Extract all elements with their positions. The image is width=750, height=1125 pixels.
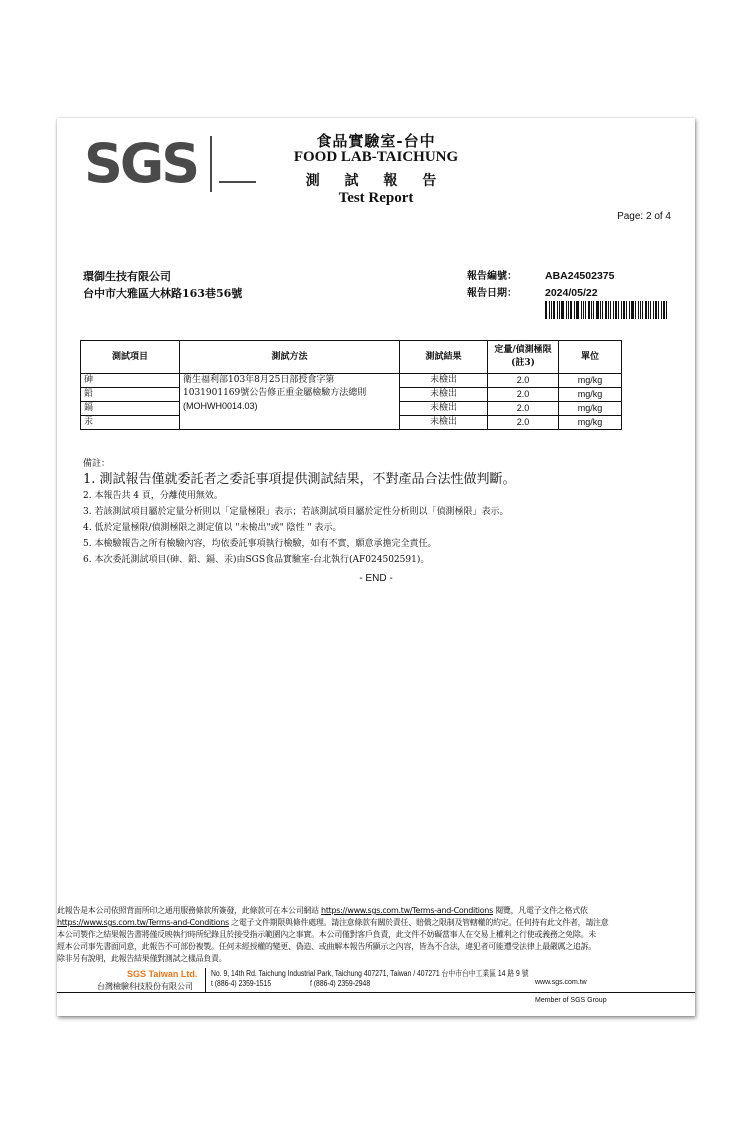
cell-limit: 2.0 [488,388,559,402]
terms-link[interactable]: https://www.sgs.com.tw/Terms-and-Conditions [57,918,229,927]
cell-unit: mg/kg [559,416,622,430]
barcode [545,301,669,319]
barcode-bar [629,301,630,319]
disclaimer-line: 除非另有說明，此報告結果僅對測試之樣品負責。 [57,954,227,963]
note-item: 5. 本檢驗報告之所有檢驗內容，均依委託事項執行檢驗，如有不實，願意承擔完全責任。 [83,539,437,549]
svg-text:SGS: SGS [84,132,198,194]
barcode-bar [568,301,569,319]
barcode-bar [602,301,603,319]
barcode-bar [650,301,651,319]
barcode-bar [559,301,560,319]
barcode-bar [610,301,611,319]
barcode-bar [561,301,564,319]
barcode-bar [545,301,547,319]
page-number: Page: 2 of 4 [617,211,671,222]
report-title-en: Test Report [338,190,414,206]
barcode-bar [574,301,575,319]
barcode-bar [653,301,654,319]
barcode-bar [600,301,601,319]
note-item: 4. 低於定量極限/偵測極限之測定值以 "未檢出"或" 陰性 " 表示。 [83,523,342,533]
cell-limit: 2.0 [488,402,559,416]
cell-result: 未檢出 [400,388,488,402]
cell-unit: mg/kg [559,374,622,388]
barcode-bar [661,301,662,319]
cell-result: 未檢出 [400,402,488,416]
lab-title-zh: 食品實驗室-台中 [316,132,436,150]
client-block [83,268,242,302]
report-sheet [57,118,695,1016]
barcode-bar [615,301,617,319]
barcode-bar [638,301,640,319]
barcode-bar [585,301,586,319]
notes-title: 備註： [83,459,111,469]
table-row [81,374,622,388]
barcode-bar [640,301,641,319]
barcode-bar [631,301,634,319]
client-address: 台中市大雅區大林路163巷56號 [83,287,243,300]
cell-item: 鎘 [81,402,180,416]
report-date-value: 2024/05/22 [545,287,598,299]
cell-unit: mg/kg [559,402,622,416]
barcode-bar [593,301,594,319]
report-title-zh: 測 試 報 告 [305,173,447,189]
footer-rule [57,992,695,993]
cell-unit: mg/kg [559,388,622,402]
cell-method [180,374,400,430]
method-line: 1031901169號公告修正重金屬檢驗方法總則 [183,388,367,398]
company-website[interactable]: www.sgs.com.tw [535,979,587,986]
barcode-bar [666,301,667,319]
method-line: 衛生福利部103年8月25日部授食字第 [183,375,335,385]
barcode-bar [635,301,636,319]
note-item: 2. 本報告共 4 頁，分離使用無效。 [83,491,223,501]
barcode-bar [621,301,622,319]
barcode-bar [605,301,607,319]
barcode-bar [626,301,627,319]
note-item: 3. 若該測試項目屬於定量分析則以「定量極限」表示；若該測試項目屬於定性分析則以「偵測極限」表示。 [83,507,509,517]
disclaimer [57,905,683,965]
company-name-zh: 台灣檢驗科技股份有限公司 [97,982,193,991]
barcode-bar [570,301,572,319]
cell-limit: 2.0 [488,416,559,430]
disclaimer-line: 經本公司事先書面同意，此報告不可部份複製。任何未經授權的變更、偽造、或曲解本報告所顯示之內容，皆為不合法，違犯者可能遭受法律上最嚴厲之追訴。 [57,942,596,951]
barcode-bar [588,301,590,319]
company-name-en: SGS Taiwan Ltd. [127,969,198,979]
lab-title-en: FOOD LAB-TAICHUNG [293,149,459,165]
barcode-bar [581,301,582,319]
cell-item: 鉛 [81,388,180,402]
report-date-label: 報告日期： [467,288,517,299]
barcode-bar [577,301,579,319]
member-of-group: Member of SGS Group [535,997,607,1004]
col-header-item: 測試項目 [81,341,180,374]
table-header-row [81,341,622,374]
footer [57,966,683,1004]
col-header-method: 測試方法 [180,341,400,374]
barcode-bar [557,301,558,319]
cell-limit: 2.0 [488,374,559,388]
col-header-unit: 單位 [559,341,622,374]
barcode-bar [596,301,599,319]
end-marker: - END - [359,573,393,584]
col-header-limit: 定量/偵測極限(註3) [488,341,559,374]
barcode-bar [551,301,552,319]
disclaimer-line: 此報告是本公司依照背面所印之通用服務條款所簽發，此條款可在本公司網站 [57,906,322,915]
cell-result: 未檢出 [400,416,488,430]
barcode-bar [608,301,609,319]
company-address: No. 9, 14th Rd. Taichung Industrial Park, Taichung 407271, Taiwan / 407271 台中市台中工業區 14 路 9 號 [211,969,529,978]
note-item: 6. 本次委託測試項目(砷、鉛、鎘、汞)由SGS食品實驗室-台北執行(AF024502591)。 [83,555,430,565]
disclaimer-line: 本公司製作之結果報告書將僅反映執行時所紀錄且於接受指示範圍內之事實。本公司僅對客戶負責，此文件不妨礙當事人在交易上權利之行使或義務之免除。未 [57,930,596,939]
report-no-value: ABA24502375 [545,270,615,282]
cell-result: 未檢出 [400,374,488,388]
cell-item: 砷 [81,374,180,388]
notes-block [83,456,516,568]
report-no-label: 報告編號： [467,271,517,282]
client-name: 環御生技有限公司 [83,270,171,283]
col-header-result: 測試結果 [400,341,488,374]
barcode-bar [658,301,659,319]
barcode-bar [583,301,584,319]
method-line: (MOHWH0014.03) [183,401,258,411]
disclaimer-line: 之電子文件期限與條件處理。請注意條款有關於責任、賠償之限制及管轄權的約定。任何持有此文件者，請注意 [228,918,609,927]
company-fax: f (886-4) 2359-2948 [310,979,371,988]
cell-item: 汞 [81,416,180,430]
results-table [80,340,622,430]
barcode-bar [591,301,592,319]
report-meta [467,268,614,302]
barcode-bar [623,301,625,319]
barcode-bar [655,301,657,319]
barcode-bar [648,301,649,319]
barcode-bar [642,301,643,319]
barcode-bar [553,301,555,319]
barcode-bar [613,301,614,319]
terms-link[interactable]: https://www.sgs.com.tw/Terms-and-Conditions [321,906,493,915]
barcode-bar [645,301,647,319]
barcode-bar [576,301,577,319]
footer-divider [205,968,206,992]
barcode-bar [618,301,619,319]
note-item: 1. 測試報告僅就委託者之委託事項提供測試結果，不對產品合法性做判斷。 [83,472,516,487]
barcode-bar [663,301,665,319]
barcode-bar [566,301,567,319]
barcode-bar [549,301,550,319]
company-tel: t (886-4) 2359-1515 [211,979,272,988]
disclaimer-line: 閱覽，凡電子文件之格式依 [492,906,588,915]
